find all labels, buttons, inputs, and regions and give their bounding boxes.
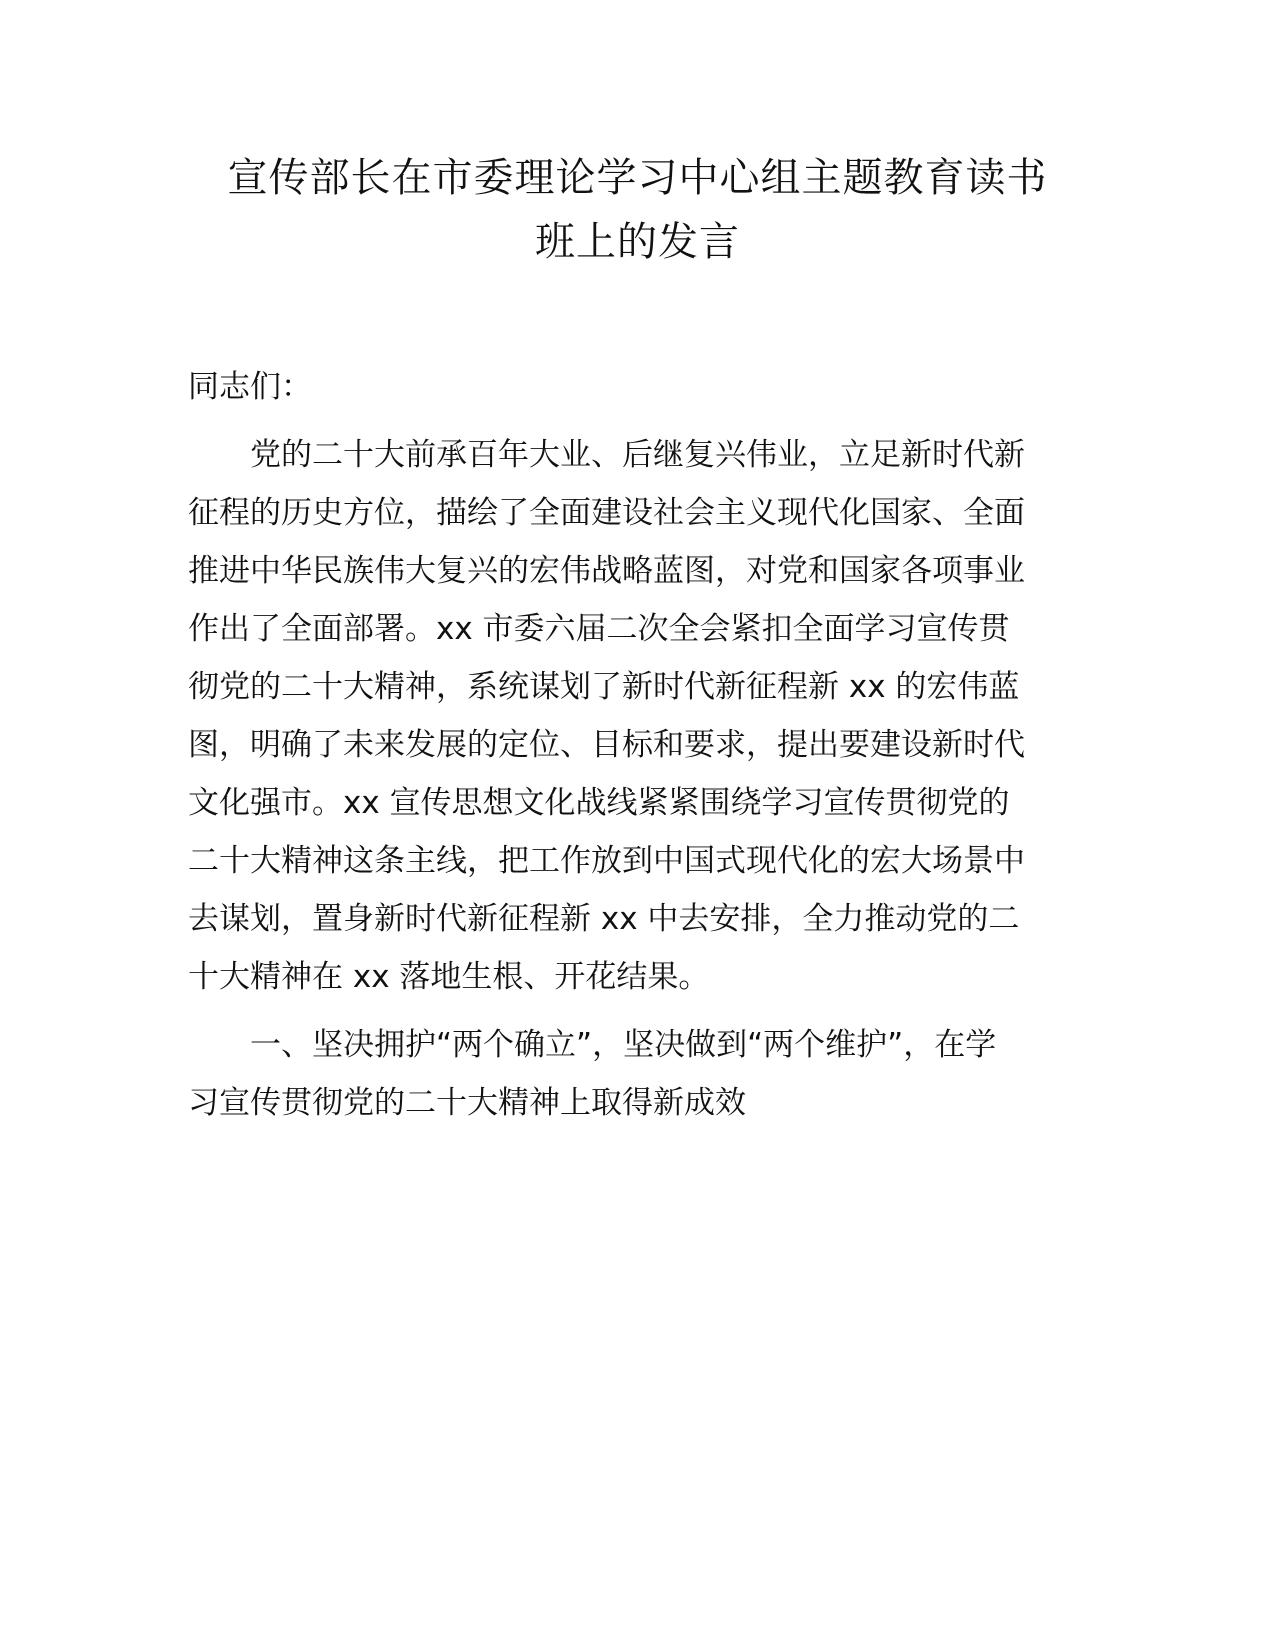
- paragraph-line: 推进中华民族伟大复兴的宏伟战略蓝图，对党和国家各项事业: [188, 553, 1025, 589]
- paragraph-line: 党的二十大前承百年大业、后继复兴伟业，立足新时代新: [250, 437, 1025, 473]
- paragraph-line: 十大精神在 xx 落地生根、开花结果。: [188, 959, 710, 995]
- salutation: 同志们：: [188, 369, 312, 405]
- paragraph-line: 彻党的二十大精神，系统谋划了新时代新征程新 xx 的宏伟蓝: [188, 669, 1020, 705]
- paragraph-line: 去谋划，置身新时代新征程新 xx 中去安排，全力推动党的二: [188, 901, 1020, 937]
- document-body: [188, 358, 1088, 1142]
- paragraph-line: 二十大精神这条主线，把工作放到中国式现代化的宏大场景中: [188, 843, 1025, 879]
- paragraph-line: 作出了全面部署。xx 市委六届二次全会紧扣全面学习宣传贯: [188, 611, 1010, 647]
- document-title: [160, 146, 1115, 274]
- paragraph-intro: [188, 426, 1088, 1006]
- section-heading-line: 习宣传贯彻党的二十大精神上取得新成效: [188, 1085, 746, 1121]
- paragraph-line: 文化强市。xx 宣传思想文化战线紧紧围绕学习宣传贯彻党的: [188, 785, 1010, 821]
- section-heading-1: [188, 1016, 1088, 1132]
- paragraph-line: 征程的历史方位，描绘了全面建设社会主义现代化国家、全面: [188, 495, 1025, 531]
- paragraph-line: 图，明确了未来发展的定位、目标和要求，提出要建设新时代: [188, 727, 1025, 763]
- title-line-2: 班上的发言: [535, 219, 740, 265]
- title-line-1: 宣传部长在市委理论学习中心组主题教育读书: [227, 155, 1048, 201]
- section-heading-line: 一、坚决拥护“两个确立”，坚决做到“两个维护”，在学: [250, 1027, 997, 1063]
